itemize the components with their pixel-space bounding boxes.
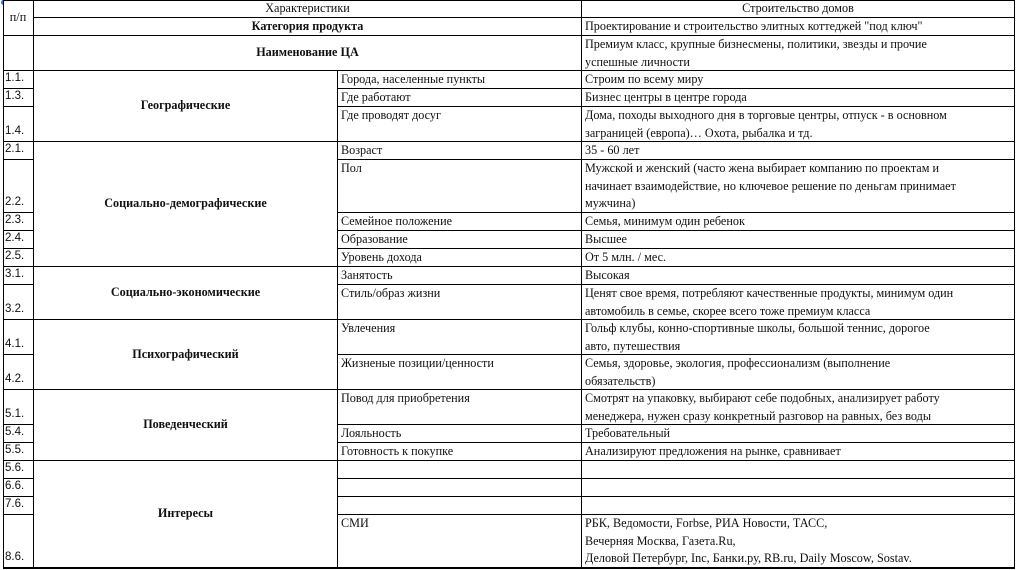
meta-label[interactable] (34, 36, 582, 71)
row-number-text: 6.6. (5, 480, 25, 493)
group-name[interactable] (34, 71, 338, 142)
header-product-text: Строительство домов (742, 1, 854, 15)
row-number[interactable] (3, 249, 34, 267)
group-name[interactable] (34, 267, 338, 320)
row-number[interactable] (3, 515, 34, 568)
row-value[interactable] (582, 267, 1015, 285)
row-number[interactable] (3, 285, 34, 320)
row-value[interactable] (582, 213, 1015, 231)
row-number-text: 2.3. (5, 214, 25, 227)
meta-label[interactable] (34, 18, 582, 36)
row-attribute-text: Пол (341, 161, 362, 175)
row-attribute-text: Уровень дохода (341, 250, 422, 264)
row-attribute-text: Где проводят досуг (341, 108, 442, 122)
row-value-text: Ценят свое время, потребляют качественные продукты, минимум один автомобиль в семье, скорее всего тоже премиум класса (585, 286, 954, 318)
row-number[interactable] (3, 160, 34, 213)
row-value-text: От 5 млн. / мес. (585, 250, 667, 264)
row-number[interactable] (3, 355, 34, 390)
row-attribute-text: Лояльность (341, 426, 402, 440)
row-attribute[interactable] (338, 390, 582, 425)
row-number[interactable] (3, 390, 34, 425)
row-number-text: 7.6. (5, 498, 25, 511)
row-attribute-text: Образование (341, 232, 408, 246)
row-number-text: 4.1. (5, 338, 25, 351)
row-value[interactable] (582, 160, 1015, 213)
row-attribute[interactable] (338, 71, 582, 89)
group-name[interactable] (34, 390, 338, 461)
row-value[interactable] (582, 142, 1015, 160)
row-value-text: Высокая (585, 268, 630, 282)
row-attribute[interactable] (338, 213, 582, 231)
row-number[interactable] (3, 443, 34, 461)
row-attribute[interactable] (338, 497, 582, 515)
row-value[interactable] (582, 249, 1015, 267)
row-number[interactable] (3, 231, 34, 249)
row-value[interactable] (582, 497, 1015, 515)
group-name-text: Интересы (157, 506, 214, 521)
row-number-text: 2.4. (5, 232, 25, 245)
row-number-text: 8.6. (5, 551, 25, 564)
row-attribute-text: Семейное положение (341, 214, 453, 228)
row-attribute-text: Увлечения (341, 321, 396, 335)
row-attribute[interactable] (338, 443, 582, 461)
row-value-text: Анализируют предложения на рынке, сравнивает (585, 444, 841, 458)
row-number-text: 1.1. (5, 72, 25, 85)
meta-value[interactable] (582, 36, 1015, 71)
row-number-text: 3.1. (5, 268, 25, 281)
row-number-text: 3.2. (5, 303, 25, 316)
row-attribute-text: Возраст (341, 143, 383, 157)
meta-value[interactable] (582, 18, 1015, 36)
group-name-text: Поведенческий (143, 417, 228, 432)
row-attribute-text: СМИ (341, 516, 369, 530)
row-number-text: 1.3. (5, 90, 25, 103)
row-value[interactable] (582, 285, 1015, 320)
row-value-text: Высшее (585, 232, 627, 246)
group-name-text: Психографический (132, 346, 239, 361)
row-value-text: Смотрят на упаковку, выбирают себе подобных, анализирует работу менеджера, нужен сразу конкретный разговор на равных, без воды (585, 391, 940, 423)
row-number-text: 5.6. (5, 462, 25, 475)
row-attribute[interactable] (338, 142, 582, 160)
row-number[interactable] (3, 497, 34, 515)
row-number[interactable] (3, 267, 34, 285)
row-attribute-text: Города, населенные пункты (341, 72, 486, 86)
row-value[interactable] (582, 231, 1015, 249)
meta-num[interactable] (3, 36, 34, 71)
row-value-text: Бизнес центры в центре города (585, 90, 747, 104)
row-number-text: 2.2. (5, 196, 25, 209)
row-attribute[interactable] (338, 479, 582, 497)
row-number-text: 4.2. (5, 373, 25, 386)
row-number-text: 5.5. (5, 444, 25, 457)
row-value[interactable] (582, 390, 1015, 425)
row-number[interactable] (3, 213, 34, 231)
row-attribute[interactable] (338, 515, 582, 568)
row-attribute[interactable] (338, 107, 582, 142)
header-num[interactable] (3, 0, 34, 36)
row-attribute[interactable] (338, 285, 582, 320)
row-value-text: Семья, минимум один ребенок (585, 214, 745, 228)
row-attribute[interactable] (338, 425, 582, 443)
row-attribute[interactable] (338, 249, 582, 267)
header-product[interactable] (582, 0, 1015, 18)
row-value-text: Семья, здоровье, экология, профессионализм (выполнение обязательств) (585, 356, 891, 388)
row-number[interactable] (3, 479, 34, 497)
header-characteristics-text: Характеристики (265, 1, 350, 15)
row-value-text: Дома, походы выходного дня в торговые центры, отпуск - в основном заграницей (европа)… Охота, рыбалка и тд. (585, 108, 947, 140)
row-attribute[interactable] (338, 89, 582, 107)
group-name[interactable] (34, 461, 338, 568)
row-value-text: Строим по всему миру (585, 72, 704, 86)
header-characteristics[interactable] (34, 0, 582, 18)
row-number-text: 2.1. (5, 143, 25, 156)
row-number-text: 5.4. (5, 426, 25, 439)
row-attribute-text: Жизненые позиции/ценности (341, 356, 494, 370)
row-attribute-text: Повод для приобретения (341, 391, 470, 405)
group-name[interactable] (34, 320, 338, 390)
row-attribute[interactable] (338, 461, 582, 479)
row-attribute[interactable] (338, 231, 582, 249)
row-attribute[interactable] (338, 320, 582, 355)
row-value[interactable] (582, 355, 1015, 390)
row-attribute[interactable] (338, 160, 582, 213)
meta-value-text: Проектирование и строительство элитных коттеджей "под ключ" (585, 19, 923, 33)
row-number[interactable] (3, 320, 34, 355)
row-value[interactable] (582, 479, 1015, 497)
row-attribute-text: Готовность к покупке (341, 444, 454, 458)
row-value-text: Мужской и женский (часто жена выбирает компанию по проектам и начинает взаимодействие, но ключевое решение по деньгам принимает мужчина) (585, 161, 956, 211)
row-number[interactable] (3, 142, 34, 160)
row-number[interactable] (3, 71, 34, 89)
row-value[interactable] (582, 461, 1015, 479)
row-attribute[interactable] (338, 355, 582, 390)
row-number[interactable] (3, 89, 34, 107)
row-number-text: 5.1. (5, 408, 25, 421)
row-attribute[interactable] (338, 267, 582, 285)
spreadsheet-table (3, 0, 1015, 567)
row-attribute-text: Стиль/образ жизни (341, 286, 441, 300)
row-value[interactable] (582, 71, 1015, 89)
meta-value-text: Премиум класс, крупные бизнесмены, политики, звезды и прочие успешные личности (585, 37, 927, 69)
row-attribute-text: Занятость (341, 268, 393, 282)
row-value[interactable] (582, 425, 1015, 443)
row-value[interactable] (582, 443, 1015, 461)
row-value-text: Гольф клубы, конно-спортивные школы, большой теннис, дорогое авто, путешествия (585, 321, 930, 353)
row-value[interactable] (582, 89, 1015, 107)
group-name-text: Социально-экономические (110, 285, 261, 300)
row-number-text: 2.5. (5, 250, 25, 263)
meta-label-text: Наименование ЦА (256, 45, 359, 60)
row-number[interactable] (3, 461, 34, 479)
row-number-text: 1.4. (5, 125, 25, 138)
meta-label-text: Категория продукта (251, 19, 364, 33)
row-value-text: Требовательный (585, 426, 671, 440)
row-number[interactable] (3, 425, 34, 443)
row-value-text: 35 - 60 лет (585, 143, 640, 157)
row-value[interactable] (582, 107, 1015, 142)
row-value-text: РБК, Ведомости, Forbse, РИА Новости, ТАСС, Вечерняя Москва, Газета.Ru, Деловой Петербург, Inc, Банки.ру, RB.ru, Daily Moscow, Sostav. (585, 516, 912, 566)
row-number[interactable] (3, 107, 34, 142)
row-attribute-text: Где работают (341, 90, 411, 104)
group-name-text: Социально-демографические (104, 196, 267, 211)
header-num-text: п/п (9, 9, 27, 24)
row-value[interactable] (582, 320, 1015, 355)
row-value[interactable] (582, 515, 1015, 568)
group-name[interactable] (34, 142, 338, 267)
group-name-text: Географические (140, 98, 231, 113)
